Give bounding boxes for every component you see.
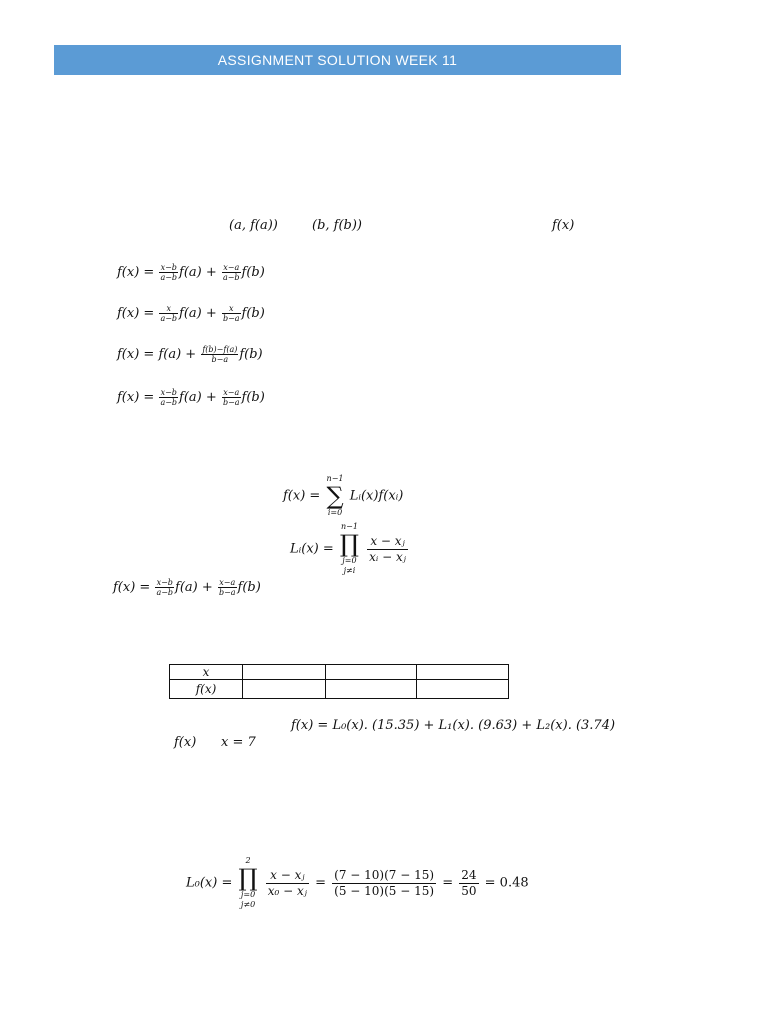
- option-3-lhs: f(x) = f(a) +: [117, 347, 197, 362]
- option-3-term2-fraction: [201, 345, 238, 364]
- option-1-lhs: f(x) =: [117, 265, 155, 280]
- answer-fb: f(b): [237, 580, 261, 595]
- fraction-numerator: x−a: [219, 578, 236, 587]
- l0-fraction-general: [266, 868, 309, 899]
- table-row-label: x: [170, 665, 243, 680]
- l0-fraction-simplified: [459, 868, 478, 899]
- sum-rhs: Lᵢ(x)f(xᵢ): [349, 488, 404, 504]
- sum-lhs: f(x) =: [283, 488, 321, 504]
- fraction-denominator: a−b: [160, 314, 178, 323]
- fraction-denominator: a−b: [160, 398, 178, 407]
- sum-upper-limit: n−1: [326, 474, 344, 483]
- fraction-numerator: x: [222, 304, 241, 314]
- table-row: [170, 680, 509, 699]
- l0-result: = 0.48: [484, 875, 529, 891]
- option-2-term2-fraction: [222, 304, 241, 323]
- fraction-numerator: x−b: [160, 263, 177, 272]
- fraction-denominator: (5 − 10)(5 − 15): [334, 883, 435, 898]
- option-2-fb: f(b): [241, 306, 265, 321]
- option-4-formula: [117, 388, 265, 407]
- point-a: (a, f(a)): [229, 218, 278, 233]
- option-4-fa: f(a): [179, 390, 202, 405]
- fraction-denominator: b−a: [211, 355, 229, 364]
- product-lhs: Lᵢ(x) =: [290, 541, 334, 557]
- option-4-lhs: f(x) =: [117, 390, 155, 405]
- plus-sign: +: [205, 265, 217, 280]
- point-b: (b, f(b)): [312, 218, 363, 233]
- lagrange-product-formula: [290, 522, 410, 576]
- option-3-fb: f(b): [239, 347, 263, 362]
- summation-operator: [326, 474, 343, 518]
- option-4-fb: f(b): [241, 390, 265, 405]
- option-2-fa: f(a): [179, 306, 202, 321]
- fraction-numerator: x−a: [223, 263, 240, 272]
- answer-lhs: f(x) =: [113, 580, 151, 595]
- sum-lower-limit: i=0: [327, 508, 343, 517]
- pi-symbol: ∏: [339, 530, 359, 558]
- l0-fraction-numeric: [332, 868, 436, 899]
- fraction-denominator: a−b: [156, 588, 174, 597]
- product-fraction: [367, 534, 408, 565]
- fraction-numerator: x − xⱼ: [367, 534, 408, 550]
- find-x-value: x = 7: [221, 735, 256, 750]
- option-4-term2-fraction: [222, 388, 241, 407]
- option-2-lhs: f(x) =: [117, 306, 155, 321]
- fraction-denominator: b−a: [222, 314, 240, 323]
- fraction-denominator: x₀ − xⱼ: [267, 883, 307, 898]
- table-cell: [243, 680, 326, 699]
- fraction-numerator: x−a: [223, 388, 240, 397]
- table-row-label: f(x): [170, 680, 243, 699]
- l0-product-operator: [239, 856, 258, 910]
- option-2-term1-fraction: [159, 304, 178, 323]
- table-cell: [326, 665, 417, 680]
- option-1-fa: f(a): [179, 265, 202, 280]
- product-condition: j≠i: [343, 566, 356, 575]
- product-lower-limit: j=0: [342, 556, 357, 565]
- option-4-term1-fraction: [159, 388, 178, 407]
- fraction-numerator: 24: [461, 867, 477, 882]
- option-1-fb: f(b): [241, 265, 265, 280]
- fx-label: f(x): [552, 218, 575, 233]
- l0-lhs: L₀(x) =: [186, 875, 233, 891]
- lagrange-sum-formula: [283, 474, 403, 518]
- assignment-header: [54, 45, 621, 75]
- plus-sign: +: [205, 390, 217, 405]
- polynomial-formula: f(x) = L₀(x). (15.35) + L₁(x). (9.63) + L₂(x). (3.74): [291, 718, 616, 733]
- option-1-term2-fraction: [222, 263, 241, 282]
- fraction-numerator: x − xⱼ: [266, 868, 309, 884]
- table-row: [170, 665, 509, 680]
- answer-term1-fraction: [155, 578, 174, 597]
- option-1-formula: [117, 263, 265, 282]
- product-lower-limit: j=0: [240, 890, 256, 899]
- sigma-symbol: ∑: [326, 482, 344, 510]
- plus-sign: +: [201, 580, 213, 595]
- find-fx: f(x): [174, 735, 197, 750]
- answer-fa: f(a): [175, 580, 198, 595]
- equals-sign: =: [315, 875, 326, 891]
- plus-sign: +: [205, 306, 217, 321]
- fraction-denominator: b−a: [222, 398, 240, 407]
- fraction-denominator: b−a: [218, 588, 236, 597]
- data-table: [169, 664, 509, 699]
- header-title: ASSIGNMENT SOLUTION WEEK 11: [217, 52, 458, 68]
- fraction-denominator: 50: [461, 883, 477, 898]
- fraction-numerator: (7 − 10)(7 − 15): [334, 867, 435, 882]
- equals-sign: =: [442, 875, 454, 891]
- table-cell: [326, 680, 417, 699]
- fraction-numerator: x−b: [156, 578, 173, 587]
- answer-term2-fraction: [218, 578, 237, 597]
- fraction-denominator: xᵢ − xⱼ: [369, 549, 406, 564]
- pi-symbol: ∏: [238, 864, 258, 892]
- fraction-denominator: a−b: [222, 273, 240, 282]
- answer-formula: [113, 578, 261, 597]
- product-operator: [340, 522, 359, 576]
- product-condition: j≠0: [240, 900, 256, 909]
- option-1-term1-fraction: [159, 263, 178, 282]
- product-upper-limit: 2: [245, 856, 251, 865]
- table-cell: [417, 680, 509, 699]
- option-3-formula: [117, 345, 263, 364]
- fraction-numerator: x−b: [160, 388, 177, 397]
- table-cell: [243, 665, 326, 680]
- fraction-numerator: f(b)−f(a): [202, 345, 238, 354]
- option-2-formula: [117, 304, 265, 323]
- product-upper-limit: n−1: [340, 522, 358, 531]
- l0-computation: [186, 856, 529, 910]
- fraction-numerator: x: [159, 304, 178, 314]
- fraction-denominator: a−b: [160, 273, 178, 282]
- table-cell: [417, 665, 509, 680]
